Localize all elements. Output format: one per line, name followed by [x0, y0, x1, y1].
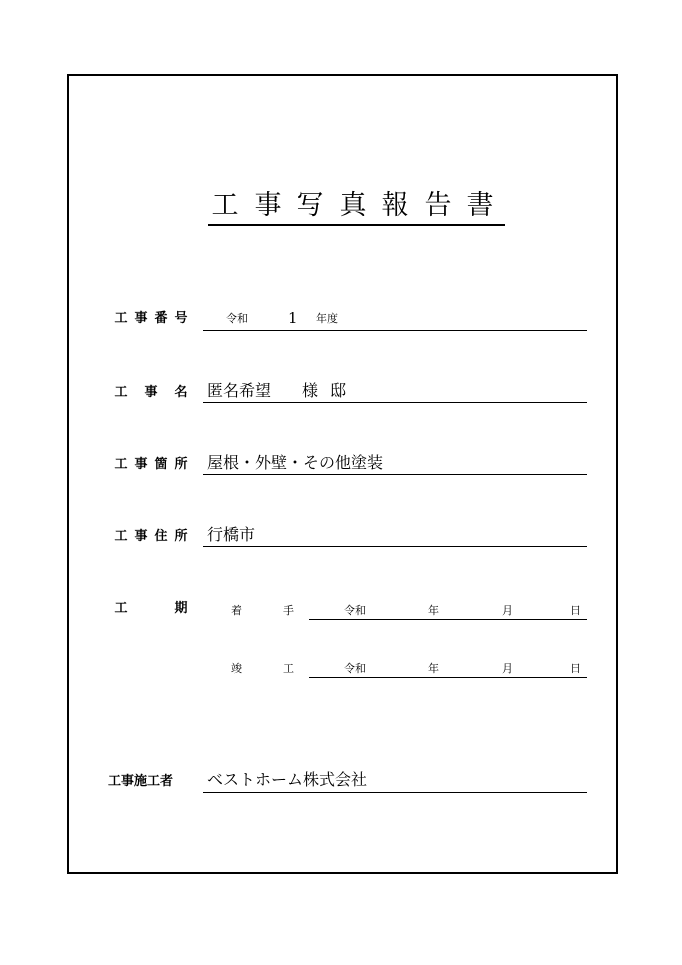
start-year-unit: 年: [428, 604, 439, 617]
project-address-value: 行橋市: [207, 525, 256, 544]
project-location-value: 屋根・外壁・その他塗装: [207, 453, 384, 472]
project-number-era: 令和: [226, 312, 248, 325]
project-name-label: 工 事 名: [114, 385, 188, 400]
project-number-field[interactable]: [203, 313, 587, 331]
title-char: 事: [254, 190, 282, 221]
start-label-char: 手: [283, 604, 294, 617]
project-number-year: 1: [288, 309, 298, 327]
document-title: [208, 190, 505, 226]
project-number-label: 工 事 番 号: [114, 311, 188, 326]
project-period-label: 工 期: [114, 601, 188, 616]
end-year-unit: 年: [428, 662, 439, 675]
title-char: 告: [424, 190, 452, 221]
project-location-label: 工 事 箇 所: [114, 457, 188, 472]
title-char: 工: [211, 190, 239, 221]
contractor-label: 工事施工者: [108, 774, 174, 789]
start-era: 令和: [344, 604, 366, 617]
end-era: 令和: [344, 662, 366, 675]
project-name-residence: 邸: [330, 381, 347, 400]
project-name-client: 匿名希望: [207, 381, 272, 400]
end-day-unit: 日: [570, 662, 581, 675]
start-label-char: 着: [231, 604, 242, 617]
title-char: 書: [466, 190, 494, 221]
project-number-suffix: 年度: [316, 312, 338, 325]
project-address-field[interactable]: [203, 527, 587, 547]
project-address-label: 工 事 住 所: [114, 529, 188, 544]
project-name-honorific: 様: [302, 381, 319, 400]
start-day-unit: 日: [570, 604, 581, 617]
title-char: 報: [381, 190, 409, 221]
title-char: 写: [296, 190, 324, 221]
contractor-value: ベストホーム株式会社: [207, 770, 368, 789]
end-month-unit: 月: [502, 662, 513, 675]
start-month-unit: 月: [502, 604, 513, 617]
end-label-char: 竣: [231, 662, 242, 675]
title-char: 真: [339, 190, 367, 221]
end-label-char: 工: [283, 662, 294, 675]
